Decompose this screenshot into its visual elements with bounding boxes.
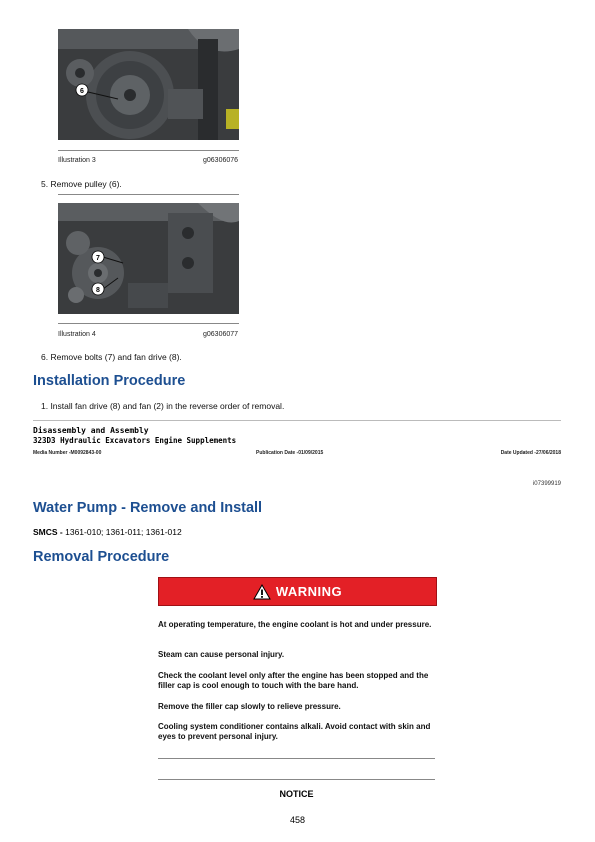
illustration-3-image xyxy=(58,29,239,140)
warning-paragraph-2: Steam can cause personal injury. xyxy=(158,650,285,659)
installation-heading: Installation Procedure xyxy=(33,373,186,389)
smcs-line xyxy=(33,527,182,537)
warning-label: WARNING xyxy=(275,584,343,599)
date-updated: Date Updated -27/06/2018 xyxy=(500,450,561,456)
illustration-4-caption: Illustration 4 xyxy=(58,331,96,338)
illustration-4-rule xyxy=(58,323,239,324)
callout-6-label: 6 xyxy=(80,88,84,95)
illustration-4-code: g06306077 xyxy=(203,331,239,338)
warning-paragraph-3: Check the coolant level only after the engine has been stopped and the filler cap is cool enough to touch with the bare hand. xyxy=(158,671,429,690)
smcs-codes: 1361-010; 1361-011; 1361-012 xyxy=(65,527,182,537)
manual-title: Disassembly and Assembly xyxy=(33,426,149,435)
notice-label: NOTICE xyxy=(279,789,314,799)
warning-end-rule xyxy=(158,758,435,759)
illustration-3-code: g06306076 xyxy=(203,157,239,164)
manual-subtitle: 323D3 Hydraulic Excavators Engine Supplements xyxy=(33,436,237,445)
callout-8-label: 8 xyxy=(96,287,100,294)
warning-paragraph-4: Remove the filler cap slowly to relieve pressure. xyxy=(158,702,341,711)
warning-banner xyxy=(158,577,437,606)
illustration-3-caption: Illustration 3 xyxy=(58,157,96,164)
media-number: Media Number -M0092843-00 xyxy=(33,450,102,456)
illustration-3-rule xyxy=(58,150,239,151)
removal-heading: Removal Procedure xyxy=(33,549,170,565)
page-number: 458 xyxy=(289,815,306,825)
callout-7-label: 7 xyxy=(96,255,100,262)
warning-triangle-icon xyxy=(253,584,271,600)
footer-rule xyxy=(33,420,561,421)
warning-paragraph-5: Cooling system conditioner contains alkali. Avoid contact with skin and eyes to prevent personal injury. xyxy=(158,722,431,741)
step-5: 5. Remove pulley (6). xyxy=(41,179,122,189)
warning-paragraph-1: At operating temperature, the engine coolant is hot and under pressure. xyxy=(158,620,432,629)
section-title: Water Pump - Remove and Install xyxy=(33,500,263,516)
step-6: 6. Remove bolts (7) and fan drive (8). xyxy=(41,352,182,362)
installation-step-1: 1. Install fan drive (8) and fan (2) in the reverse order of removal. xyxy=(41,401,285,411)
publication-date: Publication Date -01/09/2015 xyxy=(256,450,324,456)
smcs-label: SMCS - xyxy=(33,527,63,537)
notice-top-rule xyxy=(158,779,435,780)
illustration-4-top-rule xyxy=(58,194,239,195)
illustration-4-image xyxy=(58,203,239,314)
document-id: i07399919 xyxy=(532,481,561,487)
